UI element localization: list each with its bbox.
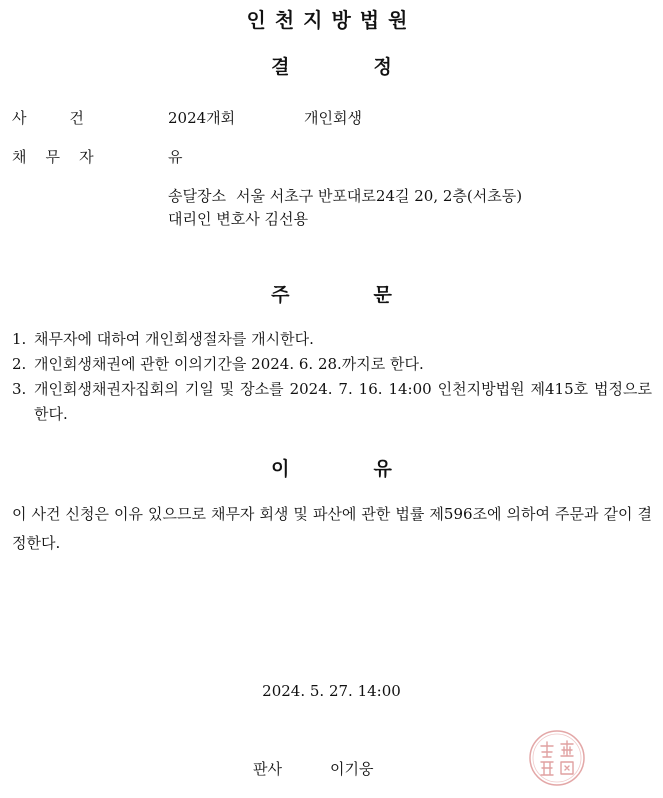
reason-heading-right: 유: [373, 458, 392, 480]
order-list: [12, 327, 652, 427]
address-label: 송달장소: [168, 187, 226, 205]
case-type: 개인회생: [304, 109, 362, 127]
debtor-name: 유: [168, 148, 183, 166]
order-heading: [0, 280, 663, 307]
debtor-row: [12, 146, 183, 167]
order-number: 3.: [12, 380, 27, 398]
attorney: 대리인 변호사 김선용: [168, 210, 308, 228]
document-type-heading: [0, 52, 663, 79]
case-number: 2024개회: [168, 109, 236, 127]
order-text: 채무자에 대하여 개인회생절차를 개시한다.: [34, 330, 314, 348]
doc-type-left: 결: [271, 56, 290, 78]
case-row: [12, 107, 362, 128]
judge-seal-stamp: [527, 728, 587, 788]
order-text: 개인회생채권에 관한 이의기간을 2024. 6. 28.까지로 한다.: [34, 355, 424, 373]
reason-text: 이 사건 신청은 이유 있으므로 채무자 회생 및 파산에 관한 법률 제596조에 의하여 주문과 같이 결정한다.: [12, 505, 652, 552]
order-number: 2.: [12, 355, 27, 373]
service-address: [168, 185, 522, 206]
order-heading-right: 문: [373, 284, 392, 306]
judge-label: 판사: [253, 760, 282, 778]
address-value: 서울 서초구 반포대로24길 20, 2층(서초동): [235, 187, 523, 205]
case-label: 사 건: [12, 109, 84, 127]
reason-heading-left: 이: [271, 458, 290, 480]
order-heading-left: 주: [271, 284, 290, 306]
order-item: [12, 327, 652, 352]
reason-heading: [0, 454, 663, 481]
order-item: [12, 377, 652, 427]
doc-type-right: 정: [373, 56, 392, 78]
order-number: 1.: [12, 330, 27, 348]
debtor-label: 채 무 자: [12, 148, 94, 166]
decision-date: 2024. 5. 27. 14:00: [262, 682, 401, 700]
order-item: [12, 352, 652, 377]
order-text: 개인회생채권자집회의 기일 및 장소를 2024. 7. 16. 14:00 인천지방법원 제415호 법정으로 한다.: [34, 380, 652, 423]
judge-name: 이기웅: [330, 760, 374, 778]
court-name: 인천지방법원: [246, 8, 417, 32]
